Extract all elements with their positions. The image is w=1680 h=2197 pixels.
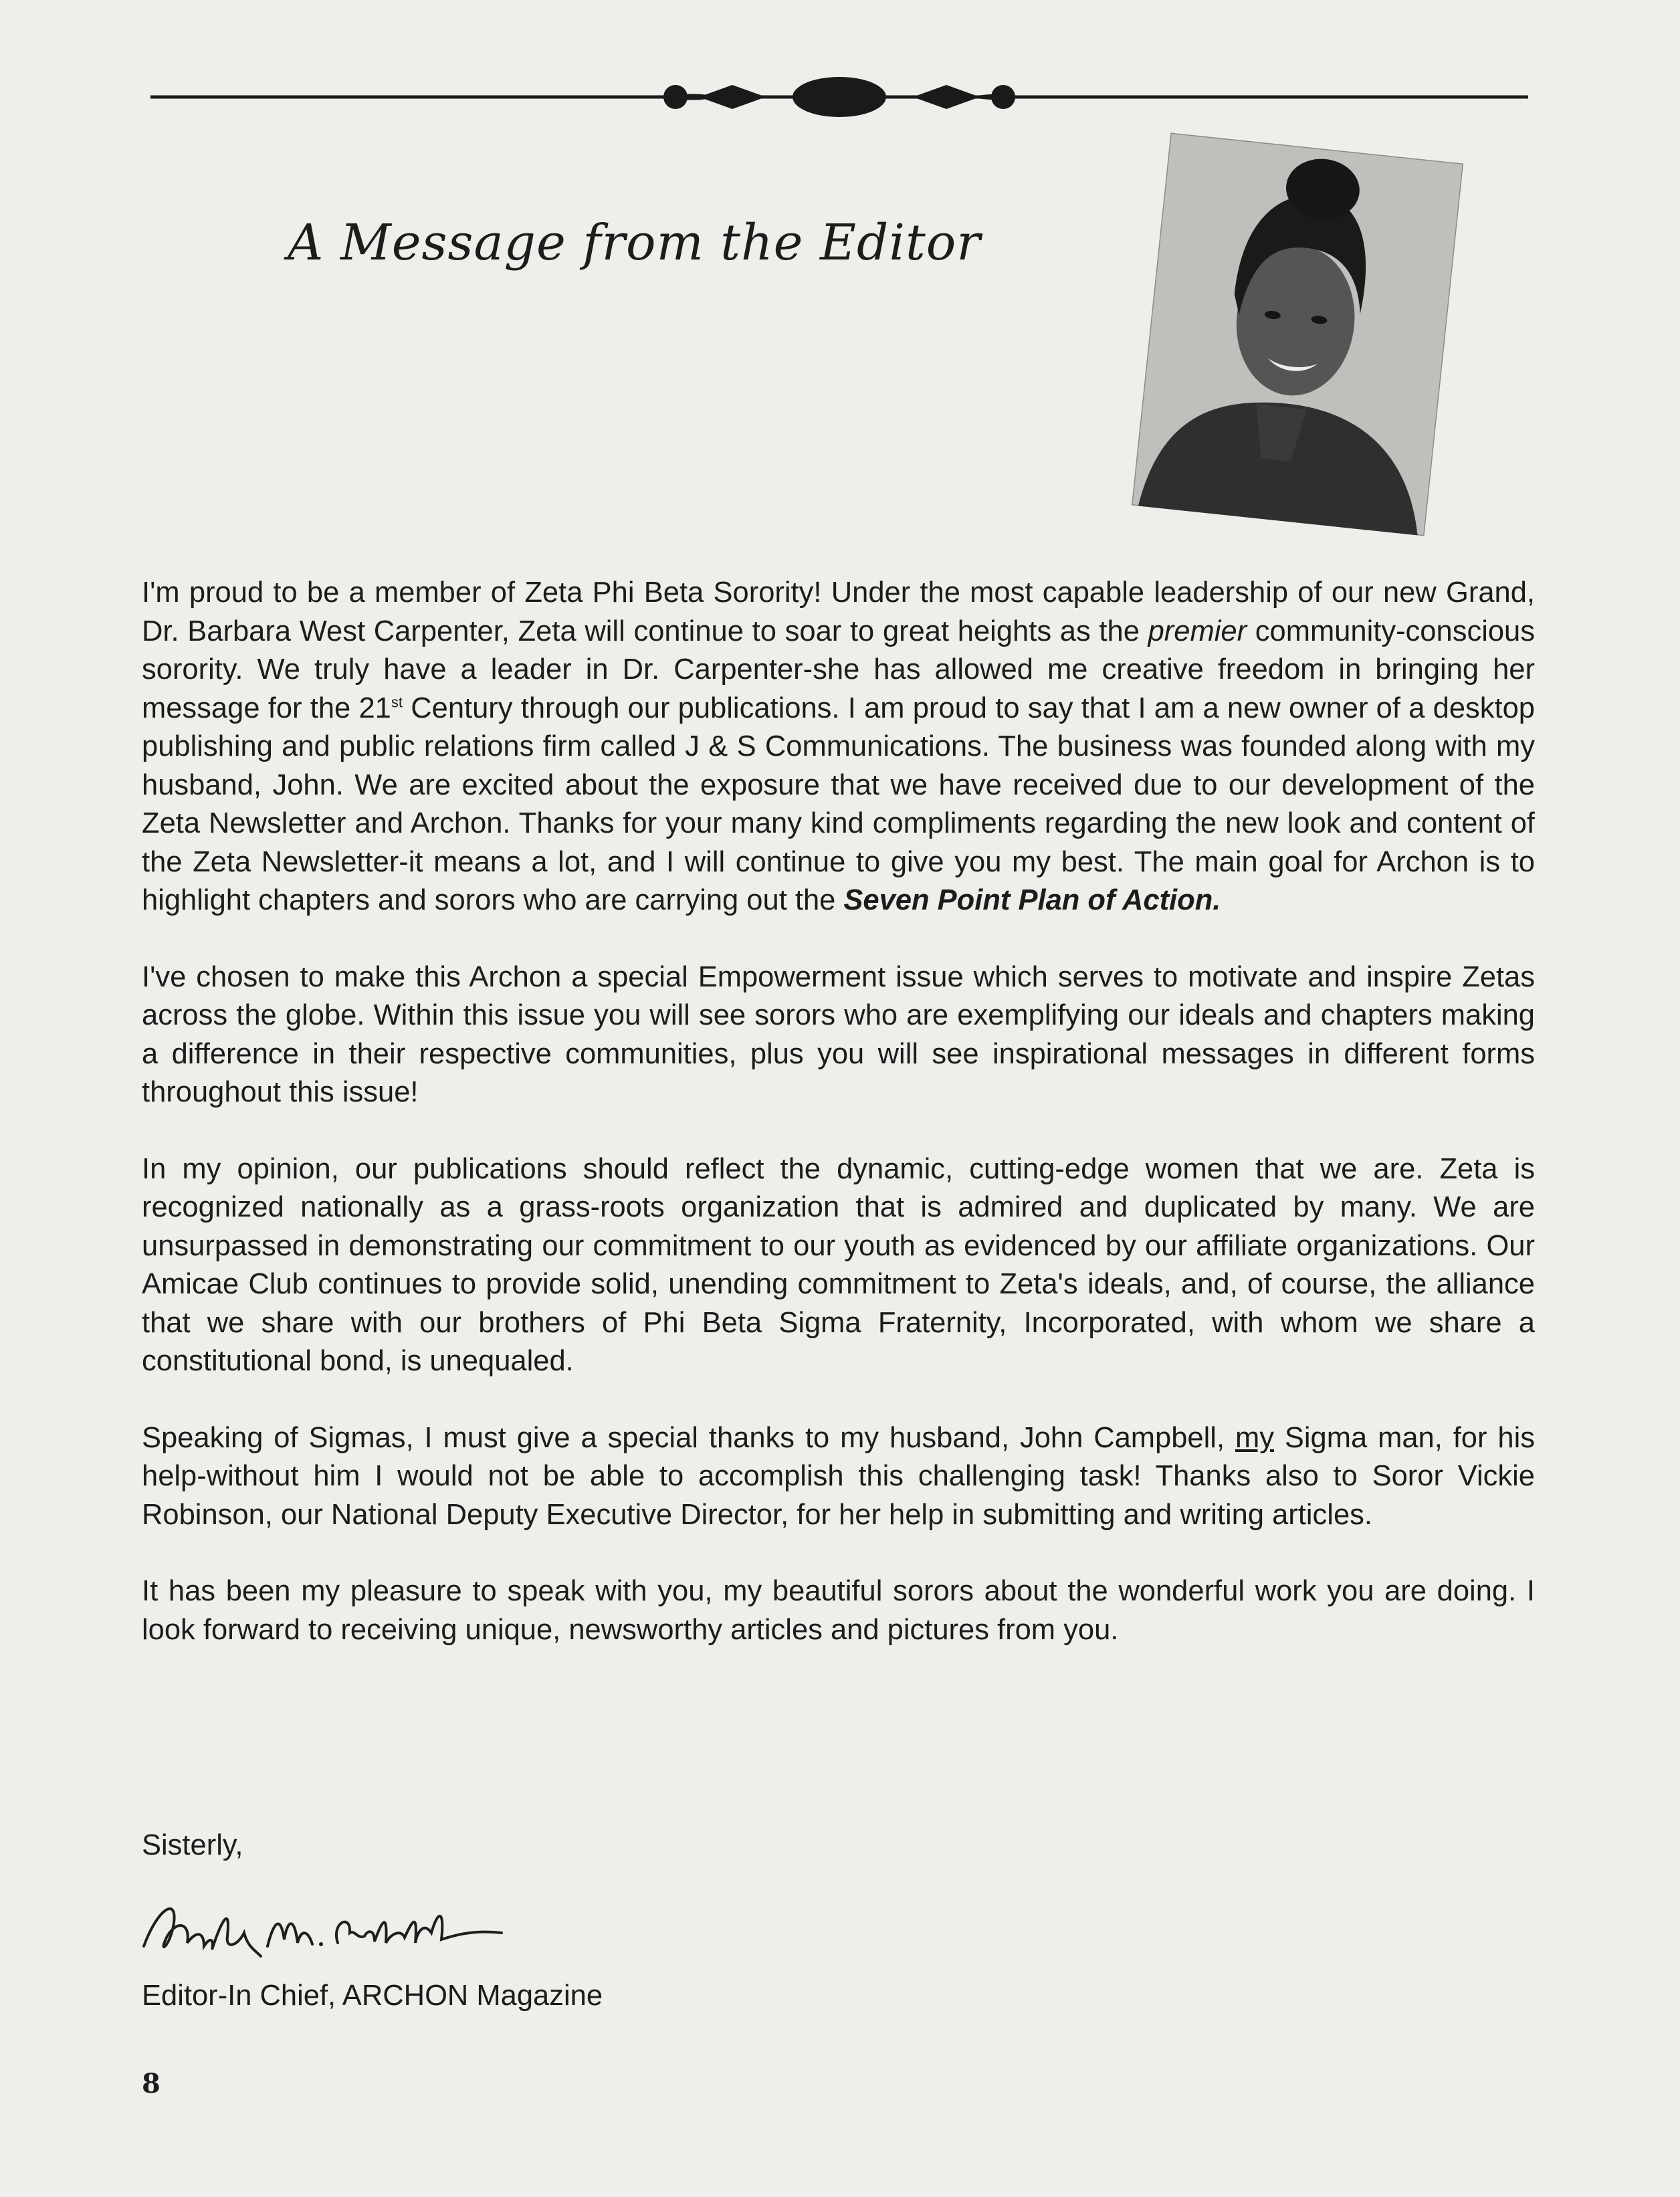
editor-title: Editor-In Chief, ARCHON Magazine: [142, 1980, 603, 2012]
closing-salutation: Sisterly,: [142, 1829, 243, 1861]
underlined-my: my: [1235, 1421, 1274, 1454]
paragraph-3: In my opinion, our publications should reflect the dynamic, cutting-edge women that we are. Zeta is recognized nationally as a grass-roots organization that is admired and duplicated by many. We are unsurpassed in demonstrating our commitment to our youth as evidenced by our affiliate organizations. Our Amicae Club continues to provide solid, unending commitment to Zeta's ideals, and, of course, the alliance that we share with our brothers of Phi Beta Sigma Fraternity, Incorporated, with whom we share a constitutional bond, is unequaled.: [142, 1152, 1535, 1377]
header-ornament: [150, 70, 1528, 124]
seven-point-plan-text: Seven Point Plan of Action.: [843, 884, 1221, 916]
paragraph-4: Speaking of Sigmas, I must give a special thanks to my husband, John Campbell, my Sigma man, for his help-without him I would not be able to accomplish this challenging task! Thanks also to Soror Vickie Robinson, our National Deputy Executive Director, for her help in submitting and writing articles.: [142, 1421, 1535, 1531]
page-number: 8: [142, 2068, 161, 2099]
emphasis-premier: premier: [1148, 615, 1247, 647]
paragraph-5: It has been my pleasure to speak with you, my beautiful sorors about the wonderful work you are doing. I look forward to receiving unique, newsworthy articles and pictures from you.: [142, 1575, 1535, 1646]
editor-letter-body: [142, 574, 1535, 1687]
paragraph-2: I've chosen to make this Archon a special Empowerment issue which serves to motivate and inspire Zetas across the globe. Within this issue you will see sorors who are exemplifying our ideals and chapters making a difference in their respective communities, plus you will see inspirational messages in different forms throughout this issue!: [142, 960, 1535, 1108]
editor-portrait-photo: [1132, 133, 1463, 536]
ordinal-superscript: st: [391, 694, 403, 710]
page-title: A Message from the Editor: [288, 214, 981, 272]
handwritten-signature: [137, 1883, 512, 1970]
paragraph-1: I'm proud to be a member of Zeta Phi Beta Sorority! Under the most capable leadership of our new Grand, Dr. Barbara West Carpenter, Zeta will continue to soar to great heights as the premier community-conscious sorority. We truly have a leader in Dr. Carpenter-she has allowed me creative freedom in bringing her message for the 21st Century through our publications. I am proud to say that I am a new owner of a desktop publishing and public relations firm called J & S Communications. The business was founded along with my husband, John. We are excited about the exposure that we have received due to our development of the Zeta Newsletter and Archon. Thanks for your many kind compliments regarding the new look and content of the Zeta Newsletter-it means a lot, and I will continue to give you my best. The main goal for Archon is to highlight chapters and sorors who are carrying out the Seven Point Plan of Action.: [142, 577, 1535, 916]
